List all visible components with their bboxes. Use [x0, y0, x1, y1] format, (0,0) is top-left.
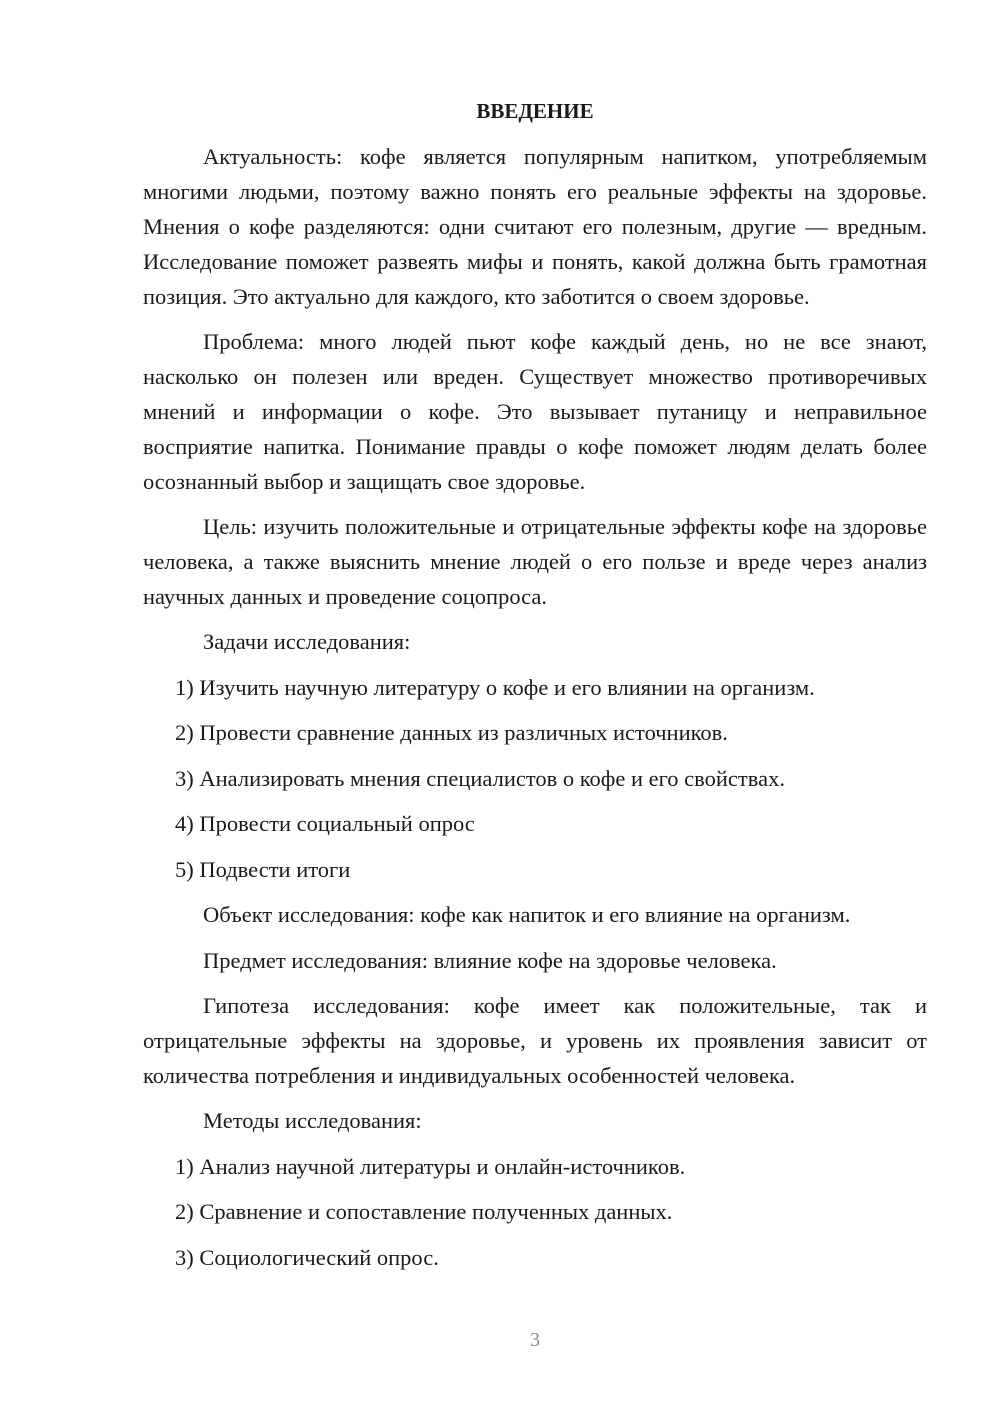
- task-item: 4) Провести социальный опрос: [175, 811, 475, 836]
- goal-paragraph: Цель: изучить положительные и отрицательные эффекты кофе на здоровье человека, а также выяснить мнение людей о его пользе и вреде через анализ научных данных и проведение соцопроса.: [143, 514, 927, 609]
- relevance-paragraph: Актуальность: кофе является популярным напитком, употребляемым многими людьми, поэтому важно понять его реальные эффекты на здоровье. Мнения о кофе разделяются: одни считают его полезным, другие — вредным. Исследование поможет развеять мифы и понять, какой должна быть грамотная позиция. Это актуально для каждого, кто заботится о своем здоровье.: [143, 144, 927, 309]
- subject-statement: Предмет исследования: влияние кофе на здоровье человека.: [203, 947, 777, 973]
- task-item: 5) Подвести итоги: [175, 856, 351, 882]
- section-title: ВВЕДЕНИЕ: [476, 99, 594, 123]
- methods-heading: Методы исследования:: [203, 1108, 422, 1133]
- hypothesis-paragraph: Гипотеза исследования: кофе имеет как положительные, так и отрицательные эффекты на здоровье, и уровень их проявления зависит от количества потребления и индивидуальных особенностей человека.: [143, 993, 927, 1088]
- task-item: 1) Изучить научную литературу о кофе и его влиянии на организм.: [175, 674, 815, 700]
- page-content: [143, 94, 927, 1285]
- task-item: 3) Анализировать мнения специалистов о кофе и его свойствах.: [175, 765, 785, 791]
- page-number: 3: [530, 1329, 540, 1351]
- method-item: 3) Социологический опрос.: [175, 1244, 439, 1270]
- object-statement: Объект исследования: кофе как напиток и его влияние на организм.: [203, 902, 851, 927]
- problem-paragraph: Проблема: много людей пьют кофе каждый день, но не все знают, насколько он полезен или вреден. Существует множество противоречивых мнений и информации о кофе. Это вызывает путаницу и неправильное восприятие напитка. Понимание правды о кофе поможет людям делать более осознанный выбор и защищать свое здоровье.: [143, 329, 927, 494]
- method-item: 1) Анализ научной литературы и онлайн-источников.: [175, 1153, 686, 1179]
- tasks-heading: Задачи исследования:: [203, 629, 411, 654]
- method-item: 2) Сравнение и сопоставление полученных данных.: [175, 1199, 673, 1224]
- task-item: 2) Провести сравнение данных из различных источников.: [175, 720, 728, 745]
